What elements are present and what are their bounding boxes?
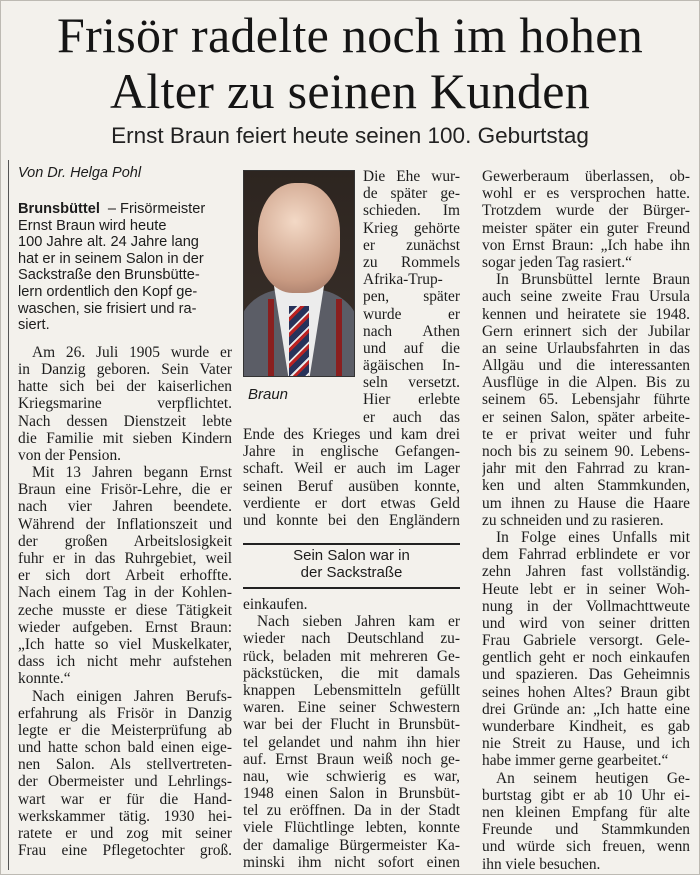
text-line: er zunächst <box>363 236 460 254</box>
text-line: und würde sich freuen, wenn <box>482 838 690 856</box>
text-line: nau, wie schwierig es war, <box>243 767 460 785</box>
text-line: hat er in seinem Salon in der <box>18 250 204 267</box>
text-line: In Brunsbüttel lernte Braun <box>496 271 690 289</box>
text-line: von der Pension. <box>18 446 122 464</box>
text-line: der Obermeister und Lehrlings- <box>18 773 232 791</box>
text-line: werkskammer tätig. 1930 hei- <box>18 807 232 825</box>
text-line: viele Flüchtlinge lebten, konnte <box>243 819 460 837</box>
text-line: an seine Urlaubsfahrten in das <box>482 339 690 357</box>
paragraph <box>482 168 690 271</box>
paragraph <box>363 168 460 426</box>
text-line: nen Salon. Als stellvertreten- <box>18 756 232 774</box>
text-line: „Ich hatte so viel Muskelkater, <box>18 635 232 653</box>
photo-tie <box>289 306 309 377</box>
text-line: seinen Beruf ausüben konnte, <box>243 477 460 495</box>
text-line: in Danzig geboren. Sein Vater <box>18 360 232 378</box>
subhead-box <box>243 547 460 581</box>
text-line: konnte.“ <box>18 670 71 688</box>
text-line: zu schneiden und zu rasieren. <box>482 511 664 529</box>
text-line: nach Athen <box>363 322 460 340</box>
text-line: wieder nach Deutschland zu- <box>243 630 460 648</box>
text-line: erfahrung als Frisör in Danzig <box>18 704 232 722</box>
text-line: zehn Jahren fast vollständig. <box>482 563 690 581</box>
dateline: Brunsbüttel <box>18 201 100 217</box>
column-divider <box>8 160 9 870</box>
paragraph <box>18 688 232 860</box>
text-line: Ende des Krieges und kam drei <box>243 426 460 443</box>
paragraph <box>243 613 460 871</box>
paragraph <box>18 464 232 687</box>
text-line: siert. <box>18 317 50 334</box>
text-line: wurde er <box>363 305 460 323</box>
photo-head <box>258 183 340 293</box>
text-line: um ihnen zu Hause die Haare <box>482 494 690 512</box>
text-line: und spazieren. Das Geheimnis <box>482 666 690 684</box>
text-line: Am 26. Juli 1905 wurde er <box>32 343 232 361</box>
text-line: ihn viele besuchen. <box>482 855 601 873</box>
text-line: An seinem heutigen Ge- <box>496 769 690 787</box>
text-line: Ausflüge in die Alpen. Bis zu <box>482 374 690 392</box>
box-rule-bottom <box>243 587 460 589</box>
text-line: wieder aufgeben. Ernst Braun: <box>18 618 232 636</box>
text-line: Die Ehe wur- <box>363 168 460 185</box>
subhead-line-2: der Sackstraße <box>300 564 403 581</box>
headline-line-2: Alter zu seinen Kunden <box>109 63 591 119</box>
subheadline: Ernst Braun feiert heute seinen 100. Geburtstag <box>111 123 589 148</box>
text-line: jahr mit den Fahrrad zu kran- <box>482 460 690 478</box>
paragraph-gap <box>18 334 232 344</box>
text-line: de später ge- <box>363 185 460 203</box>
text-line: ratete er und zog mit seiner <box>18 825 232 842</box>
paragraph <box>18 201 232 334</box>
text-line: gentlich geht er noch einkaufen <box>482 649 690 667</box>
text-line: waschen, sie frisiert und ra- <box>18 300 197 317</box>
text-line: Heute lebt er in seiner Woh- <box>482 580 690 598</box>
text-line: 100 Jahre alt. 24 Jahre lang <box>18 234 199 251</box>
text-line: einkaufen. <box>243 596 308 613</box>
text-line: Während der Inflationszeit und <box>18 515 232 533</box>
text-line: meister später ein guter Freund <box>482 219 690 237</box>
text-line: Freunde und Stammkunden <box>482 821 690 839</box>
text-line: Frau eine Pflegetochter groß. <box>18 842 232 860</box>
byline: Von Dr. Helga Pohl <box>18 165 142 181</box>
text-line: tel zu eröffnen. Da in der Stadt <box>243 802 460 820</box>
text-line-rest: – Frisörmeister <box>107 201 206 217</box>
text-line: päckstücken, die mit damals <box>243 664 460 682</box>
text-line: von Ernst Braun: „Ich habe ihn <box>482 236 690 254</box>
text-line: te er privat weiter und fuhr <box>482 425 690 443</box>
paragraph <box>243 426 460 529</box>
text-line: wart war er für die Hand- <box>18 790 232 808</box>
text-line: der großen Arbeitslosigkeit <box>18 532 232 550</box>
text-line <box>18 201 232 218</box>
text-line: war bei der Flucht in Brunsbüt- <box>243 716 460 734</box>
text-line: Mit 13 Jahren begann Ernst <box>32 464 232 482</box>
text-line: tel gelandet und nahm ihn hier <box>243 733 460 751</box>
text-line: Gern erinnert sich der Jubilar <box>482 322 690 340</box>
text-line: schieden. Im <box>363 202 460 220</box>
text-line: Trotzdem wurde der Bürger- <box>482 202 690 220</box>
text-line: waren. Eine seiner Schwestern <box>243 699 460 717</box>
text-line: 1948 einen Salon in Brunsbüt- <box>243 785 460 803</box>
text-line: und wird von seiner dritten <box>482 614 690 632</box>
text-line: legte er die Meisterprüfung ab <box>18 721 232 739</box>
subhead-line-1: Sein Salon war in <box>293 547 410 564</box>
article-column-3 <box>482 168 690 873</box>
text-line: zu Rommels <box>363 253 460 271</box>
text-line: seinem 65. Lebensjahr führte <box>482 391 690 409</box>
article-column-2-narrow <box>363 168 460 426</box>
text-line: zeche musste er diese Tätigkeit <box>18 601 232 619</box>
text-line: Krieg gehörte <box>363 219 460 237</box>
text-line: Nach sieben Jahren kam er <box>257 613 460 631</box>
text-line: kennen und heiratete sie 1948. <box>482 305 690 323</box>
text-line: nung in der Vollmachttweute <box>482 597 690 615</box>
text-line: er auch das <box>363 408 460 426</box>
text-line: Gewerberaum überlassen, ob- <box>482 168 690 185</box>
text-line: Ernst Braun wird heute <box>18 217 167 234</box>
text-line: Jahre in englische Gefangen- <box>243 443 460 461</box>
text-line: habe immer gerne gearbeitet.“ <box>482 752 669 770</box>
text-line: und hatte schon bald einen eige- <box>18 739 232 757</box>
text-line: der damalige Bürgermeister Ka- <box>243 836 460 854</box>
text-line: auch seine zweite Frau Ursula <box>482 288 690 306</box>
text-line: nach vier Jahren beendete. <box>18 498 232 516</box>
text-line: Nach einigen Jahren Berufs- <box>32 687 232 705</box>
text-line: noch bis zu seinem 90. Lebens- <box>482 443 690 460</box>
text-line: ägäischen In- <box>363 357 460 375</box>
text-line: Sackstraße den Brunsbütte- <box>18 267 200 284</box>
text-line: rück, beladen mit mehreren Ge- <box>243 647 460 665</box>
text-line: und auf die <box>363 339 460 357</box>
article-column-1 <box>18 201 232 859</box>
text-line: Afrika-Trup- <box>363 271 443 289</box>
text-line: er sich dort Arbeit erhoffte. <box>18 567 232 585</box>
text-line: wohl er es versprochen hatte. <box>482 185 690 203</box>
text-line: Kriegsmarine verpflichtet. <box>18 395 232 413</box>
text-line: pen, später <box>363 288 460 306</box>
text-line: fuhr er in das Ruhrgebiet, weil <box>18 550 232 567</box>
text-line: Frau Gabriele versorgt. Gele- <box>482 632 690 650</box>
text-line: und konnte bei den Engländern <box>243 511 460 529</box>
text-line: auf. Ernst Braun weiß noch ge- <box>243 750 460 768</box>
text-line: minski ihm nicht sofort einen <box>243 853 460 871</box>
text-line: schaft. Weil er auch im Lager <box>243 460 460 478</box>
text-line: knappen Lebensmitteln gefüllt <box>243 681 460 699</box>
text-line: er seinen Salon, später arbeite- <box>482 408 690 426</box>
text-line: seines hohen Altes? Braun gibt <box>482 683 690 701</box>
text-line: Nach einem Tag in der Kohlen- <box>18 584 232 602</box>
headline-line-1: Frisör radelte noch im hohen <box>56 7 644 63</box>
text-line: wunderbare Kindheit, es gab <box>482 718 690 735</box>
text-line: die Familie mit sieben Kindern <box>18 429 232 447</box>
article-column-2-wide <box>243 426 460 529</box>
paragraph <box>482 271 690 529</box>
text-line: nie Streit zu Hause, und ich <box>482 735 690 753</box>
photo-caption: Braun <box>248 386 289 403</box>
text-line: drei Gründe an: „Ich hatte eine <box>482 700 690 718</box>
text-line: hatte sich bei der kaiserlichen <box>18 378 232 396</box>
text-line: In Folge eines Unfalls mit <box>496 528 690 546</box>
text-line: lern ordentlich den Kopf ge- <box>18 283 198 300</box>
paragraph <box>482 770 690 873</box>
portrait-photo <box>243 170 355 377</box>
text-line: Braun eine Frisör-Lehre, die er <box>18 481 232 499</box>
paragraph <box>243 596 460 613</box>
text-line: burtstag gibt er ab 10 Uhr ei- <box>482 786 690 804</box>
box-rule-top <box>243 543 460 545</box>
paragraph <box>482 529 690 770</box>
text-line: ken und alten Stammkunden, <box>482 477 690 495</box>
paragraph <box>18 344 232 464</box>
article-column-2-lower <box>243 596 460 871</box>
text-line: sogar jeden Tag rasiert.“ <box>482 253 632 271</box>
text-line: Hier erlebte <box>363 391 460 409</box>
text-line: dem Fahrrad erblindete er vor <box>482 546 690 564</box>
text-line: Allgäu und die interessanten <box>482 357 690 375</box>
text-line: verdiente er dort etwas Geld <box>243 494 460 512</box>
text-line: Nach dessen Dienstzeit lebte <box>18 412 232 430</box>
text-line: dass ich nicht mehr aufstehen <box>18 653 232 671</box>
text-line: seln versetzt. <box>363 374 460 392</box>
text-line: nen kleinen Empfang für alte <box>482 803 690 821</box>
